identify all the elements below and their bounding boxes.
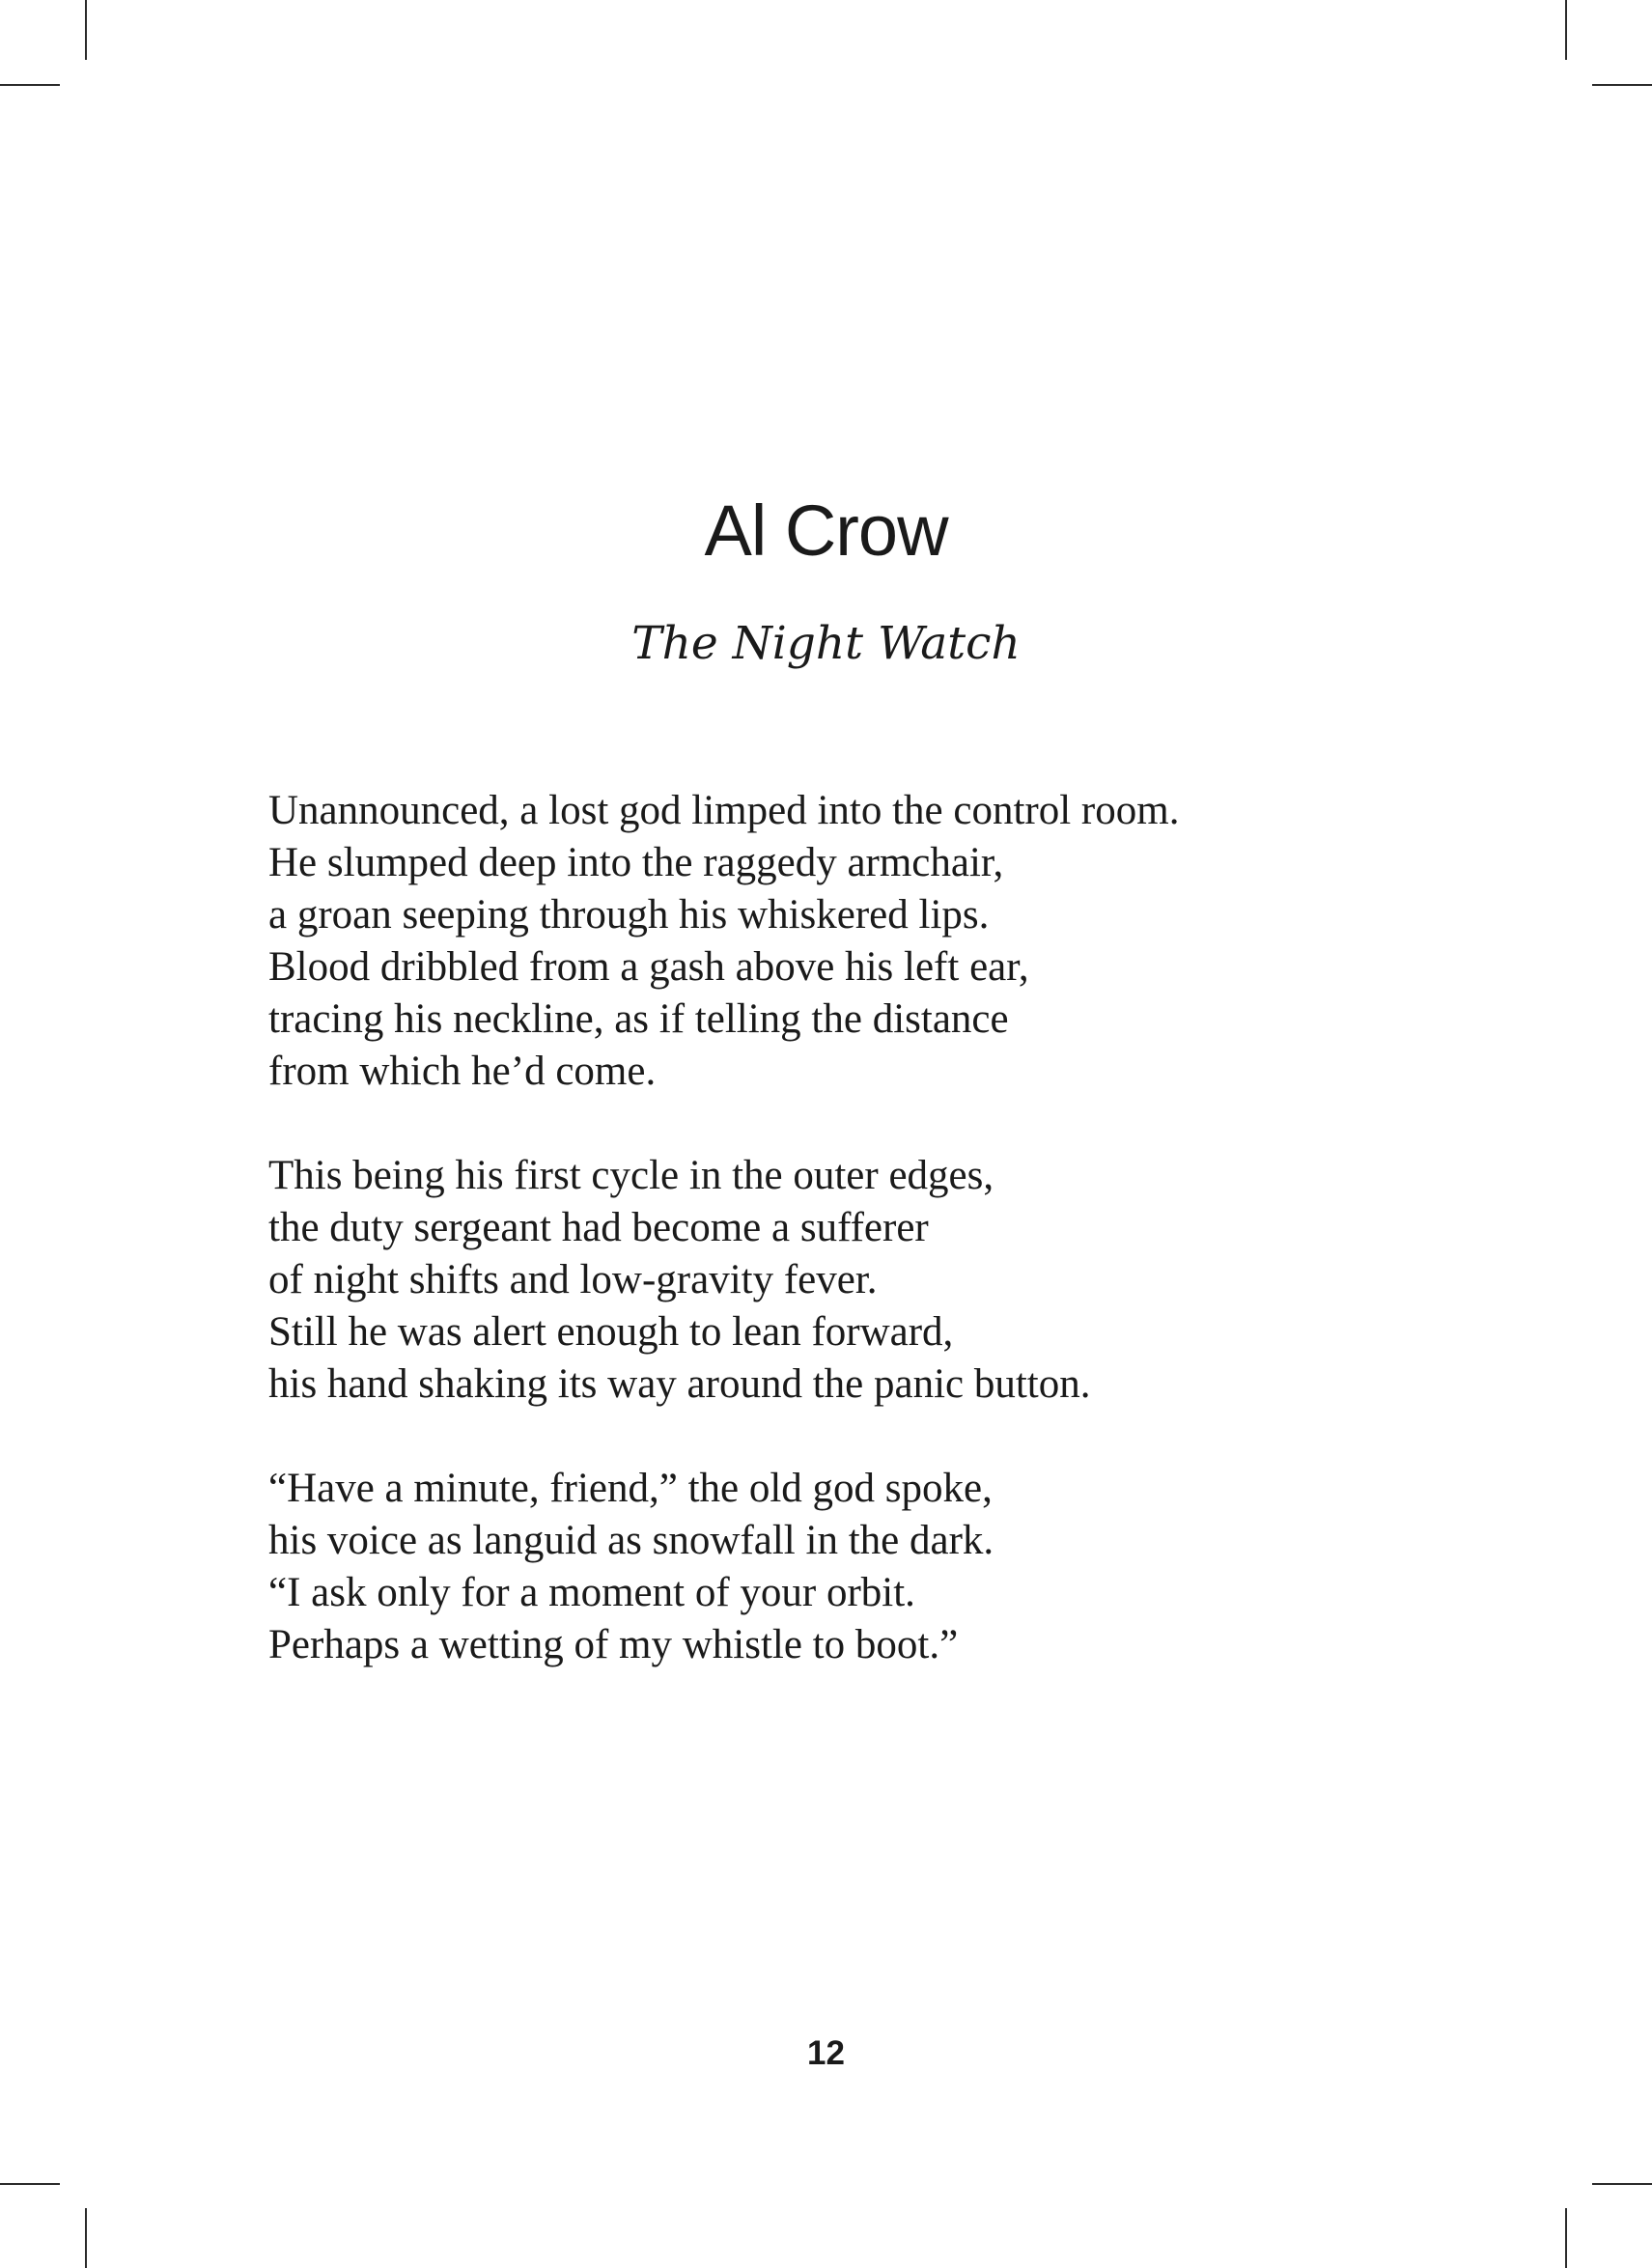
poem-line: tracing his neckline, as if telling the distance [268,996,1009,1042]
stanza-1 [268,785,1427,1098]
poem-line: This being his first cycle in the outer edges, [268,1153,994,1198]
crop-mark-top-right-vertical [1565,0,1567,60]
author-name: Al Crow [704,490,948,571]
poem-line: of night shifts and low-gravity fever. [268,1257,878,1302]
crop-mark-top-left-vertical [85,0,87,60]
poem-line: Unannounced, a lost god limped into the control room. [268,788,1180,833]
poem-line: He slumped deep into the raggedy armchair, [268,840,1004,885]
poem-line: Perhaps a wetting of my whistle to boot.” [268,1622,959,1667]
poem-line: Still he was alert enough to lean forward, [268,1309,954,1355]
crop-mark-bottom-right-vertical [1565,2208,1567,2268]
stanza-2 [268,1150,1427,1411]
poem-line: from which he’d come. [268,1049,657,1094]
poem-line: the duty sergeant had become a sufferer [268,1205,929,1250]
crop-mark-bottom-left-vertical [85,2208,87,2268]
poem-line: “I ask only for a moment of your orbit. [268,1570,915,1615]
poem-line: “Have a minute, friend,” the old god spoke, [268,1466,993,1511]
crop-mark-bottom-left-horizontal [0,2183,60,2185]
poem-title: The Night Watch [631,617,1021,670]
poem-line: a groan seeping through his whiskered lips. [268,892,990,938]
poem-line: Blood dribbled from a gash above his left ear, [268,944,1029,990]
poem-line: his hand shaking its way around the panic button. [268,1361,1091,1407]
poem-line: his voice as languid as snowfall in the dark. [268,1518,994,1563]
stanza-3 [268,1463,1427,1671]
poem-body [268,785,1427,1723]
crop-mark-top-right-horizontal [1592,84,1652,86]
crop-mark-bottom-right-horizontal [1592,2183,1652,2185]
page-number: 12 [807,2034,845,2072]
crop-mark-top-left-horizontal [0,84,60,86]
